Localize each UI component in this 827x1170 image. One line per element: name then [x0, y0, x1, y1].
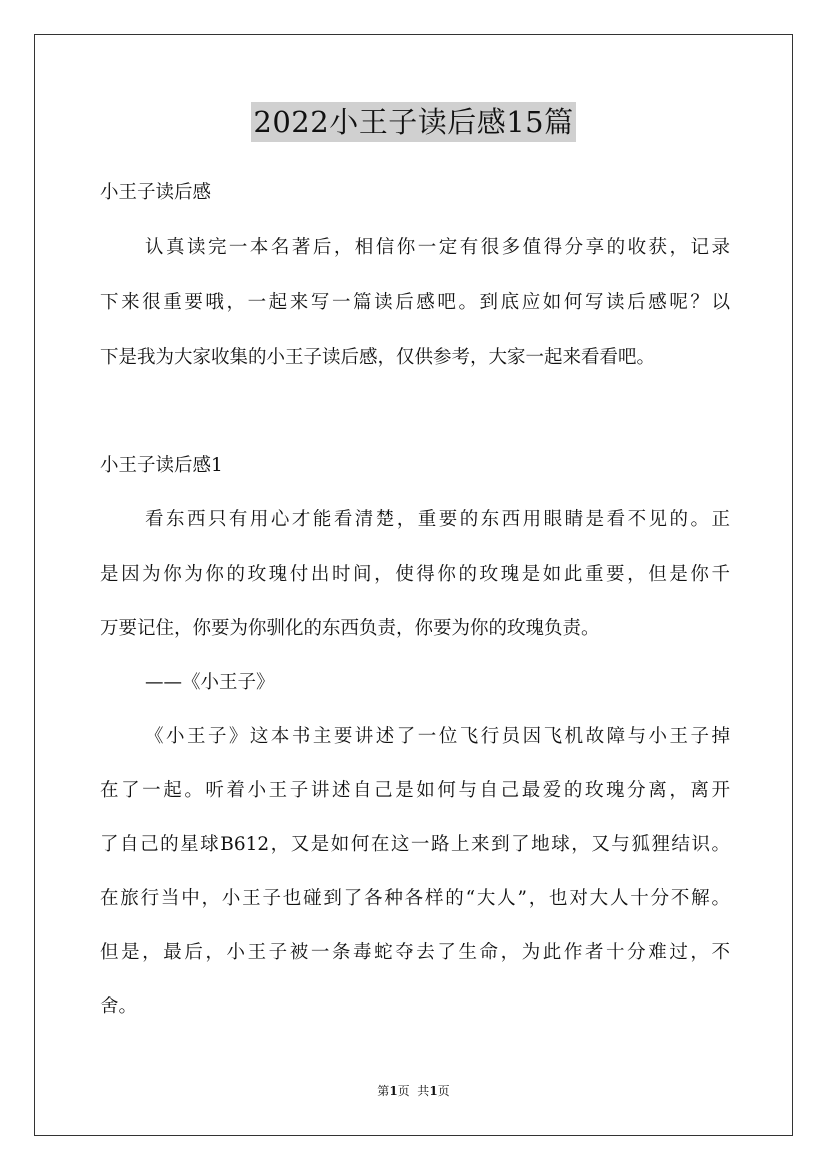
footer-prefix: 第 [377, 1084, 390, 1098]
document-title: 2022小王子读后感15篇 [251, 102, 575, 142]
section-heading: 小王子读后感 [100, 182, 212, 203]
total-page-number: 1 [429, 1084, 438, 1098]
paragraph-line: 是因为你为你的玫瑰付出时间，使得你的玫瑰是如此重要，但是你千 [100, 564, 730, 585]
title-container [0, 102, 827, 142]
quote-source: ——《小王子》 [145, 672, 275, 693]
paragraph-line: 看东西只有用心才能看清楚，重要的东西用眼睛是看不见的。正 [145, 509, 730, 530]
paragraph-line: 但是，最后，小王子被一条毒蛇夺去了生命，为此作者十分难过，不 [100, 942, 730, 963]
paragraph-line: 舍。 [100, 996, 138, 1017]
paragraph-line: 了自己的星球B612，又是如何在这一路上来到了地球，又与狐狸结识。 [100, 834, 730, 855]
paragraph-line: 《小王子》这本书主要讲述了一位飞行员因飞机故障与小王子掉 [145, 726, 730, 747]
paragraph-line: 在旅行当中，小王子也碰到了各种各样的“大人”，也对大人十分不解。 [100, 888, 730, 909]
paragraph-line: 下是我为大家收集的小王子读后感，仅供参考，大家一起来看看吧。 [100, 347, 656, 368]
current-page-number: 1 [389, 1084, 398, 1098]
paragraph-line: 认真读完一本名著后，相信你一定有很多值得分享的收获，记录 [145, 237, 730, 258]
section-heading: 小王子读后感1 [100, 455, 223, 476]
paragraph-line: 万要记住，你要为你驯化的东西负责，你要为你的玫瑰负责。 [100, 618, 600, 639]
footer-suffix: 页 [437, 1084, 450, 1098]
paragraph-line: 下来很重要哦，一起来写一篇读后感吧。到底应如何写读后感呢？以 [100, 292, 730, 313]
paragraph-line: 在了一起。听着小王子讲述自己是如何与自己最爱的玫瑰分离，离开 [100, 780, 730, 801]
page-footer [0, 1083, 827, 1099]
footer-mid: 页 共 [397, 1084, 430, 1098]
